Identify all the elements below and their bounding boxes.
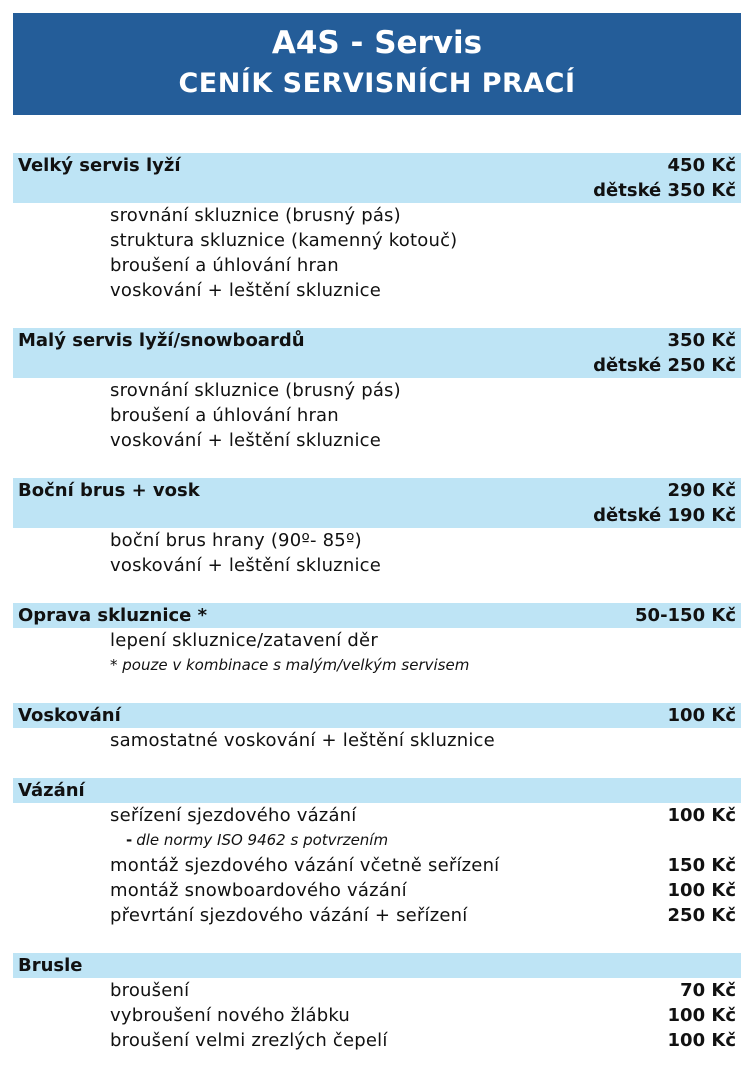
item-label: montáž sjezdového vázání včetně seřízení: [110, 855, 500, 876]
list-item: lepení skluznice/zatavení děr: [110, 630, 378, 651]
price: 350 Kč: [667, 330, 736, 351]
item-label: vybroušení nového žlábku: [110, 1005, 351, 1026]
section-vazani: [13, 778, 741, 928]
item-label: převrtání sjezdového vázání + seřízení: [110, 905, 468, 926]
section-title: Vázání: [18, 780, 85, 801]
section-oprava: [13, 603, 741, 678]
section-velky-servis: [13, 153, 741, 303]
item-label: montáž snowboardového vázání: [110, 880, 407, 901]
price-row: [13, 1003, 741, 1028]
footnote: * pouze v kombinace s malým/velkým servisem: [110, 656, 470, 674]
page-title: A4S - Servis: [271, 25, 483, 61]
price-row: [13, 853, 741, 878]
price-row: [13, 903, 741, 928]
section-title: Boční brus + vosk: [18, 480, 200, 501]
section-title: Malý servis lyží/snowboardů: [18, 330, 305, 351]
item-label: broušení: [110, 980, 190, 1001]
price: 450 Kč: [667, 155, 736, 176]
section-voskovani: [13, 703, 741, 753]
list-item: voskování + leštění skluznice: [110, 430, 382, 451]
section-header: [13, 703, 741, 728]
list-item: broušení a úhlování hran: [110, 405, 339, 426]
section-header: [13, 778, 741, 803]
list-item: boční brus hrany (90º- 85º): [110, 530, 362, 551]
item-label: seřízení sjezdového vázání: [110, 805, 357, 826]
item-price: 100 Kč: [667, 880, 736, 901]
section-header: [13, 153, 741, 203]
price-row: [13, 978, 741, 1003]
price: 290 Kč: [667, 480, 736, 501]
page-subtitle: CENÍK SERVISNÍCH PRACÍ: [178, 68, 576, 99]
list-item: struktura skluznice (kamenný kotouč): [110, 230, 458, 251]
list-item: voskování + leštění skluznice: [110, 555, 382, 576]
list-item: samostatné voskování + leštění skluznice: [110, 730, 495, 751]
note-dash: -: [126, 831, 133, 849]
list-item: srovnání skluznice (brusný pás): [110, 380, 401, 401]
section-header: [13, 478, 741, 528]
section-brusle: [13, 953, 741, 1053]
list-item: srovnání skluznice (brusný pás): [110, 205, 401, 226]
item-price: 100 Kč: [667, 805, 736, 826]
child-price: dětské 350 Kč: [593, 180, 736, 201]
price-row: [13, 878, 741, 903]
page-header: [13, 13, 741, 115]
item-label: broušení velmi zrezlých čepelí: [110, 1030, 388, 1051]
item-price: 70 Kč: [680, 980, 736, 1001]
price: 50-150 Kč: [635, 605, 736, 626]
item-price: 250 Kč: [667, 905, 736, 926]
item-price: 100 Kč: [667, 1005, 736, 1026]
note-text: dle normy ISO 9462 s potvrzením: [136, 831, 389, 849]
section-maly-servis: [13, 328, 741, 453]
section-title: Oprava skluznice *: [18, 605, 208, 626]
footnote: [126, 828, 388, 853]
price-row: [13, 803, 741, 828]
child-price: dětské 250 Kč: [593, 355, 736, 376]
item-price: 150 Kč: [667, 855, 736, 876]
section-header: [13, 603, 741, 628]
price: 100 Kč: [667, 705, 736, 726]
price-row: [13, 1028, 741, 1053]
section-header: [13, 953, 741, 978]
item-price: 100 Kč: [667, 1030, 736, 1051]
section-title: Velký servis lyží: [18, 155, 181, 176]
child-price: dětské 190 Kč: [593, 505, 736, 526]
section-title: Voskování: [18, 705, 121, 726]
section-header: [13, 328, 741, 378]
list-item: broušení a úhlování hran: [110, 255, 339, 276]
section-title: Brusle: [18, 955, 83, 976]
section-bocni-brus: [13, 478, 741, 578]
list-item: voskování + leštění skluznice: [110, 280, 382, 301]
